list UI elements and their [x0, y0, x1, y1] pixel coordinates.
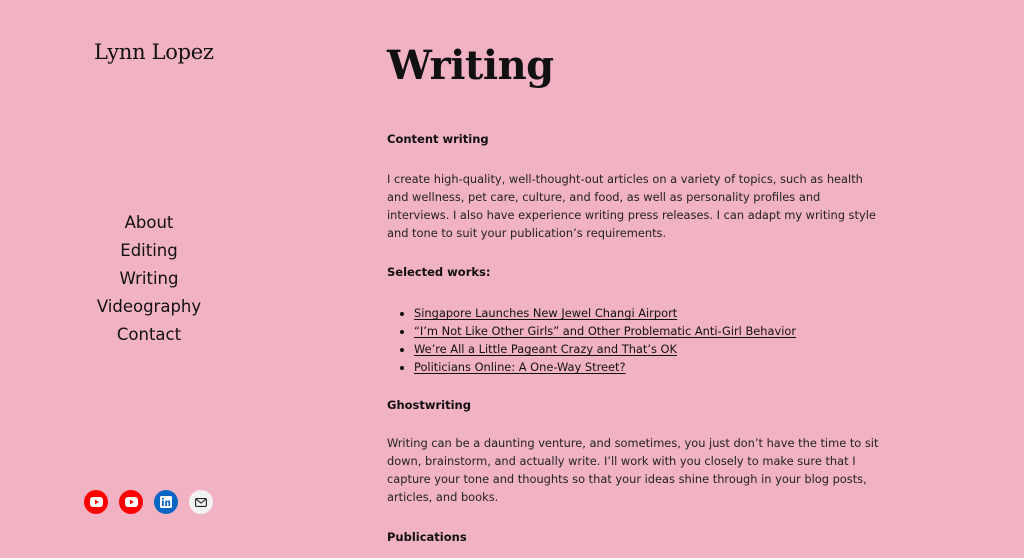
- list-item: [414, 322, 796, 340]
- work-link-changi-airport[interactable]: Singapore Launches New Jewel Changi Airport: [414, 306, 678, 320]
- nav-item-contact[interactable]: Contact: [116, 325, 182, 344]
- nav-item-about[interactable]: About: [124, 213, 174, 232]
- nav-item-writing[interactable]: Writing: [119, 269, 179, 288]
- work-link-pageant-crazy[interactable]: We’re All a Little Pageant Crazy and That’s OK: [414, 342, 677, 356]
- nav-item-videography[interactable]: Videography: [96, 297, 202, 316]
- youtube-link-2[interactable]: [119, 490, 143, 514]
- page-title: Writing: [387, 42, 554, 89]
- email-link[interactable]: [189, 490, 213, 514]
- selected-works-list: [387, 304, 796, 376]
- ghostwriting-heading: Ghostwriting: [387, 398, 471, 412]
- selected-works-heading: Selected works:: [387, 265, 491, 279]
- content-writing-heading: Content writing: [387, 132, 489, 146]
- work-link-politicians-online[interactable]: Politicians Online: A One-Way Street?: [414, 360, 626, 374]
- nav-item-editing[interactable]: Editing: [120, 241, 178, 260]
- youtube-icon: [125, 497, 138, 507]
- linkedin-icon: [160, 496, 172, 508]
- main-navigation: [60, 209, 238, 349]
- site-title[interactable]: Lynn Lopez: [94, 40, 214, 64]
- work-link-other-girls[interactable]: “I’m Not Like Other Girls” and Other Problematic Anti-Girl Behavior: [414, 324, 797, 338]
- list-item: [414, 358, 796, 376]
- youtube-link-1[interactable]: [84, 490, 108, 514]
- main-content: [387, 38, 887, 544]
- social-links: [84, 490, 213, 514]
- ghostwriting-body: Writing can be a daunting venture, and sometimes, you just don’t have the time to sit down, brainstorm, and actually write. I’ll work with you closely to make sure that I capture your tone and thoughts so that your ideas shine through in your blog posts, articles, and books.: [387, 436, 879, 504]
- content-writing-body: I create high-quality, well-thought-out articles on a variety of topics, such as health and wellness, pet care, culture, and food, as well as personality profiles and interviews. I also have experience writing press releases. I can adapt my writing style and tone to suit your publication’s requirements.: [387, 172, 876, 240]
- mail-icon: [195, 498, 207, 507]
- youtube-icon: [90, 497, 103, 507]
- linkedin-link[interactable]: [154, 490, 178, 514]
- list-item: [414, 340, 796, 358]
- list-item: [414, 304, 796, 322]
- publications-heading: Publications: [387, 530, 467, 544]
